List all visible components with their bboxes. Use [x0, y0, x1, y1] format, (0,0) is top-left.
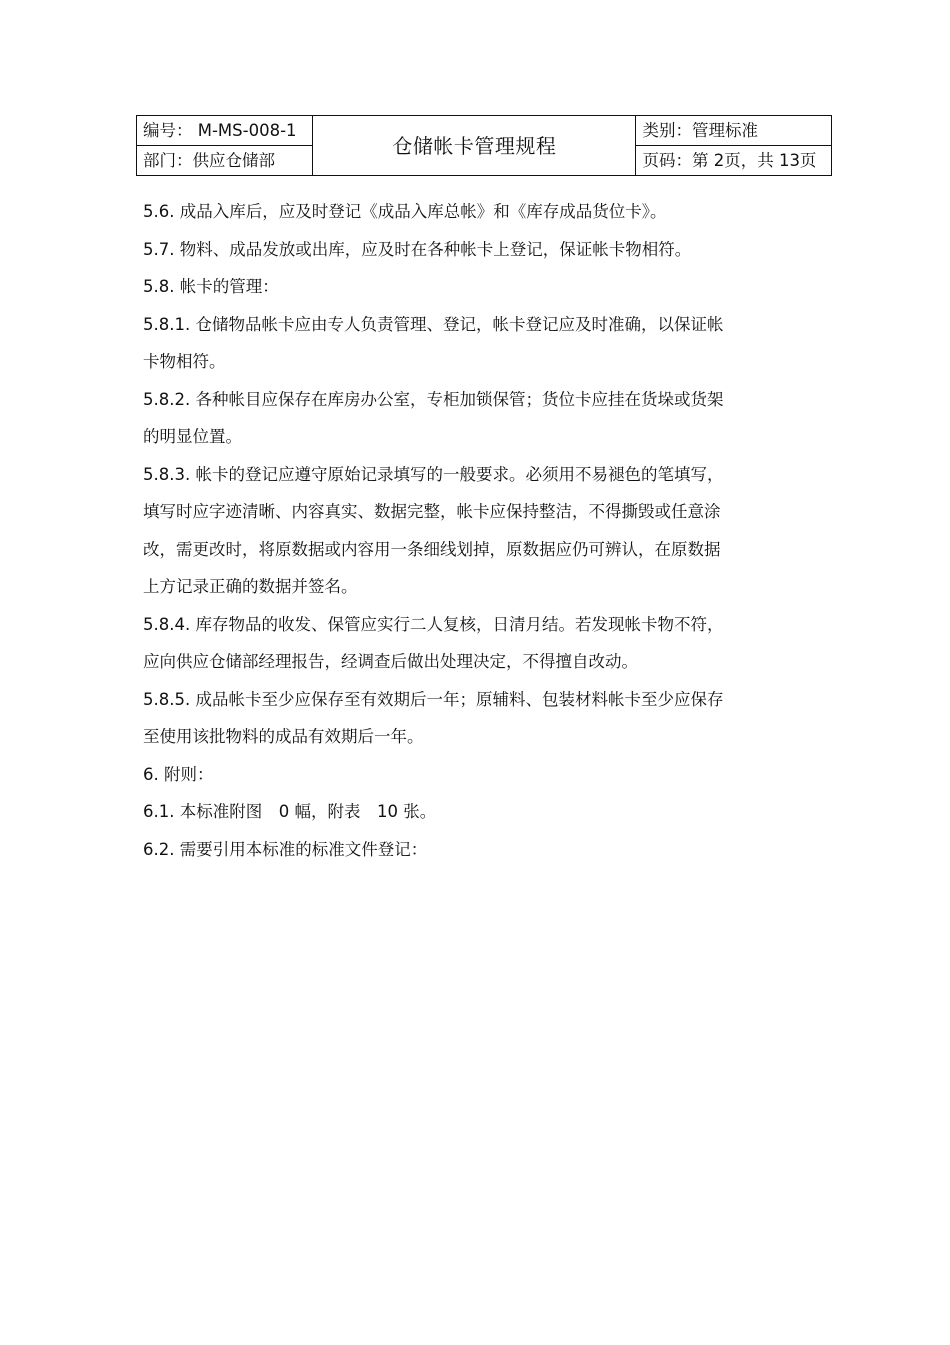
document-category: 类别：管理标准	[636, 116, 832, 146]
document-title: 仓储帐卡管理规程	[313, 116, 636, 176]
paragraph	[143, 756, 783, 794]
paragraph-line: 6.2. 需要引用本标准的标准文件登记：	[143, 839, 428, 859]
paragraph	[143, 381, 783, 456]
paragraph-line: 6.1. 本标准附图 0 幅，附表 10 张。	[143, 802, 437, 821]
paragraph-line: 5.8.4. 库存物品的收发、保管应实行二人复核，日清月结。若发现帐卡物不符，	[143, 614, 724, 634]
paragraph-line: 5.8.2. 各种帐目应保存在库房办公室，专柜加锁保管；货位卡应挂在货垛或货架	[143, 389, 724, 409]
paragraph-line: 填写时应字迹清晰、内容真实、数据完整，帐卡应保持整洁，不得撕毁或任意涂	[143, 502, 721, 521]
paragraph-line: 5.8. 帐卡的管理：	[143, 277, 279, 296]
paragraph-line: 5.7. 物料、成品发放或出库，应及时在各种帐卡上登记，保证帐卡物相符。	[143, 239, 692, 259]
paragraph-line: 5.8.5. 成品帐卡至少应保存至有效期后一年；原辅料、包装材料帐卡至少应保存	[143, 689, 724, 709]
paragraph	[143, 681, 783, 756]
paragraph-line: 上方记录正确的数据并签名。	[143, 577, 358, 596]
document-department: 部门：供应仓储部	[137, 146, 313, 176]
document-code: 编号： M-MS-008-1	[137, 116, 313, 146]
paragraph-line: 卡物相符。	[143, 352, 226, 371]
document-header-table	[136, 115, 832, 176]
paragraph	[143, 793, 783, 831]
paragraph	[143, 193, 783, 231]
paragraph	[143, 306, 783, 381]
paragraph	[143, 456, 783, 606]
document-body	[143, 193, 783, 868]
paragraph-line: 至使用该批物料的成品有效期后一年。	[143, 727, 424, 746]
paragraph	[143, 606, 783, 681]
paragraph-line: 改，需更改时，将原数据或内容用一条细线划掉，原数据应仍可辨认，在原数据	[143, 539, 721, 559]
paragraph	[143, 831, 783, 869]
paragraph-line: 6. 附则：	[143, 764, 214, 784]
paragraph-line: 5.8.3. 帐卡的登记应遵守原始记录填写的一般要求。必须用不易褪色的笔填写，	[143, 464, 724, 484]
paragraph	[143, 268, 783, 306]
paragraph-line: 5.8.1. 仓储物品帐卡应由专人负责管理、登记，帐卡登记应及时准确，以保证帐	[143, 314, 724, 334]
page-number: 页码：第 2页，共 13页	[636, 146, 832, 176]
paragraph	[143, 231, 783, 269]
paragraph-line: 的明显位置。	[143, 427, 242, 446]
paragraph-line: 应向供应仓储部经理报告，经调查后做出处理决定，不得擅自改动。	[143, 652, 638, 671]
paragraph-line: 5.6. 成品入库后，应及时登记《成品入库总帐》和《库存成品货位卡》。	[143, 202, 667, 221]
